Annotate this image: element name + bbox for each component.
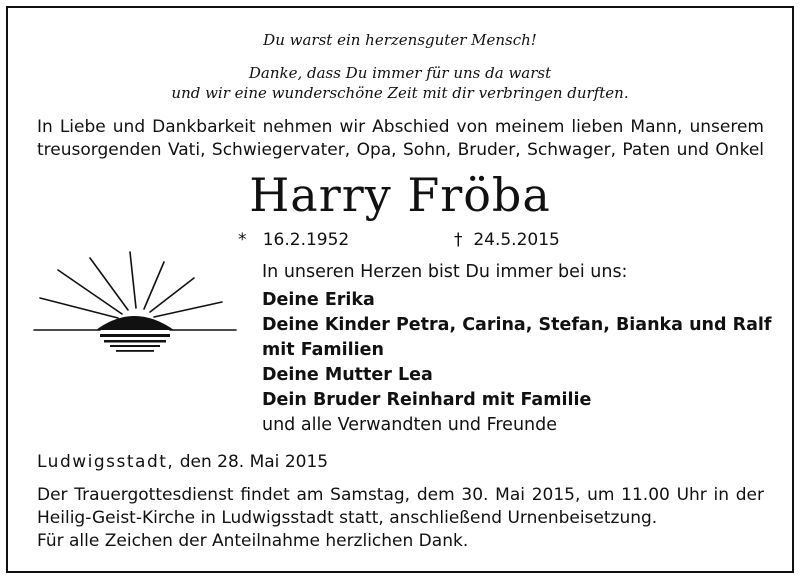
mourner-line-2: Deine Kinder Petra, Carina, Stefan, Bianka und Ralf [262, 315, 772, 335]
service-line-1: Der Trauergottesdienst findet am Samstag, dem 30. Mai 2015, um 11.00 Uhr in der [37, 485, 764, 505]
service-line-3: Für alle Zeichen der Anteilnahme herzlichen Dank. [37, 531, 469, 551]
poem-line-2: Danke, dass Du immer für uns da warst [248, 64, 552, 82]
death-date: 24.5.2015 [473, 230, 560, 250]
place: Ludwigsstadt, [37, 452, 175, 472]
poem-line-3: und wir eine wunderschöne Zeit mit dir verbringen durften. [171, 84, 629, 102]
setting-sun-icon [30, 250, 240, 365]
mourners-closing: und alle Verwandten und Freunde [262, 415, 558, 435]
mourners-intro: In unseren Herzen bist Du immer bei uns: [262, 262, 628, 282]
date: den 28. Mai 2015 [179, 452, 329, 472]
mourner-line-3: mit Familien [262, 340, 384, 360]
mourner-line-4: Deine Mutter Lea [262, 365, 433, 385]
mourner-line-5: Dein Bruder Reinhard mit Familie [262, 390, 592, 410]
birth-date: 16.2.1952 [262, 230, 350, 250]
intro-line-2: treusorgenden Vati, Schwiegervater, Opa, Sohn, Bruder, Schwager, Paten und Onkel [37, 140, 764, 160]
death-line [454, 230, 560, 250]
death-cross-icon: † [454, 230, 463, 250]
birth-star-icon: * [238, 230, 247, 250]
service-line-2: Heilig-Geist-Kirche in Ludwigsstadt statt, anschließend Urnenbeisetzung. [37, 508, 658, 528]
intro-line-1: In Liebe und Dankbarkeit nehmen wir Abschied von meinem lieben Mann, unserem [37, 117, 764, 137]
deceased-name: Harry Fröba [249, 168, 551, 222]
birth-line [238, 230, 349, 250]
poem-line-1: Du warst ein herzensguter Mensch! [263, 31, 537, 49]
mourner-line-1: Deine Erika [262, 290, 375, 310]
place-date [37, 451, 328, 474]
